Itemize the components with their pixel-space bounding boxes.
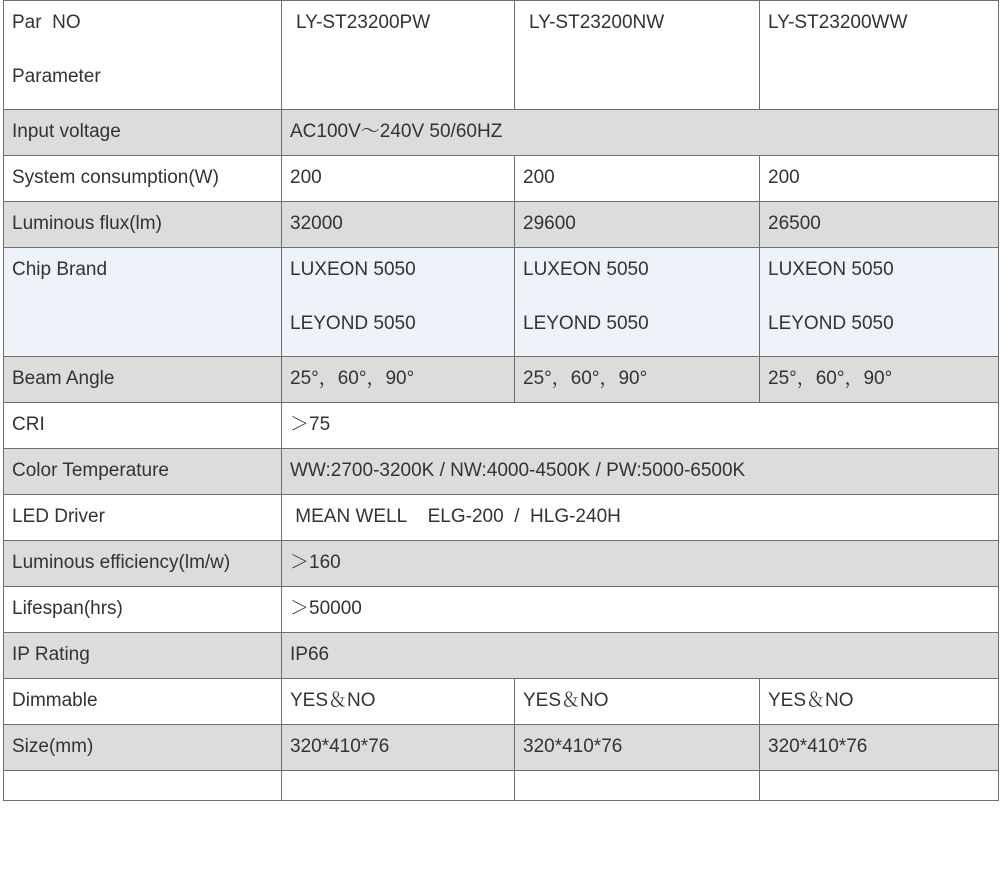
chip-line2: LEYOND 5050 xyxy=(523,313,649,334)
row-luminous-efficiency xyxy=(4,541,999,587)
row-value: ＞160 xyxy=(282,541,999,587)
row-value-1: YES＆NO xyxy=(282,679,515,725)
header-label-cell xyxy=(4,1,282,110)
row-led-driver xyxy=(4,495,999,541)
row-label: Luminous efficiency(lm/w) xyxy=(4,541,282,587)
row-value-3: 200 xyxy=(760,156,999,202)
row-value: AC100V～240V 50/60HZ xyxy=(282,110,999,156)
row-ip-rating xyxy=(4,633,999,679)
chip-line2: LEYOND 5050 xyxy=(768,313,894,334)
row-system-consumption xyxy=(4,156,999,202)
spec-table xyxy=(3,0,999,801)
header-label-line2: Parameter xyxy=(12,66,101,87)
row-label: Size(mm) xyxy=(4,725,282,771)
row-label: System consumption(W) xyxy=(4,156,282,202)
row-label: Dimmable xyxy=(4,679,282,725)
row-cri xyxy=(4,403,999,449)
row-value-2 xyxy=(515,248,760,357)
row-chip-brand xyxy=(4,248,999,357)
row-label: LED Driver xyxy=(4,495,282,541)
row-label: Chip Brand xyxy=(4,248,282,357)
row-value-2: YES＆NO xyxy=(515,679,760,725)
row-dimmable xyxy=(4,679,999,725)
row-value-2: 320*410*76 xyxy=(515,725,760,771)
row-label: Input voltage xyxy=(4,110,282,156)
row-value-2: 25°，60°，90° xyxy=(515,357,760,403)
row-label: Beam Angle xyxy=(4,357,282,403)
row-value-1: 200 xyxy=(282,156,515,202)
row-partial xyxy=(4,771,999,801)
row-label: Lifespan(hrs) xyxy=(4,587,282,633)
row-value-3 xyxy=(760,248,999,357)
row-value-3: 25°，60°，90° xyxy=(760,357,999,403)
row-value-2: 200 xyxy=(515,156,760,202)
chip-line2: LEYOND 5050 xyxy=(290,313,416,334)
row-partial-cell xyxy=(4,771,282,801)
header-model-2: LY-ST23200NW xyxy=(515,1,760,110)
row-value-1: 320*410*76 xyxy=(282,725,515,771)
row-value-2: 29600 xyxy=(515,202,760,248)
row-value-1: 25°，60°，90° xyxy=(282,357,515,403)
row-value-3: 26500 xyxy=(760,202,999,248)
row-color-temperature xyxy=(4,449,999,495)
row-partial-cell xyxy=(282,771,515,801)
chip-line1: LUXEON 5050 xyxy=(768,259,894,280)
header-label-line1: Par NO xyxy=(12,12,81,33)
chip-line1: LUXEON 5050 xyxy=(523,259,649,280)
row-partial-cell xyxy=(515,771,760,801)
row-value: ＞75 xyxy=(282,403,999,449)
row-lifespan xyxy=(4,587,999,633)
row-value: MEAN WELL ELG-200 / HLG-240H xyxy=(282,495,999,541)
row-label: Luminous flux(lm) xyxy=(4,202,282,248)
row-value: WW:2700-3200K / NW:4000-4500K / PW:5000-6500K xyxy=(282,449,999,495)
row-partial-cell xyxy=(760,771,999,801)
row-label: CRI xyxy=(4,403,282,449)
row-input-voltage xyxy=(4,110,999,156)
row-luminous-flux xyxy=(4,202,999,248)
row-size xyxy=(4,725,999,771)
header-model-3: LY-ST23200WW xyxy=(760,1,999,110)
row-label: IP Rating xyxy=(4,633,282,679)
row-beam-angle xyxy=(4,357,999,403)
chip-line1: LUXEON 5050 xyxy=(290,259,416,280)
row-label: Color Temperature xyxy=(4,449,282,495)
row-value: ＞50000 xyxy=(282,587,999,633)
row-value: IP66 xyxy=(282,633,999,679)
row-value-3: YES＆NO xyxy=(760,679,999,725)
header-row xyxy=(4,1,999,110)
row-value-1: 32000 xyxy=(282,202,515,248)
row-value-3: 320*410*76 xyxy=(760,725,999,771)
header-model-1: LY-ST23200PW xyxy=(282,1,515,110)
row-value-1 xyxy=(282,248,515,357)
